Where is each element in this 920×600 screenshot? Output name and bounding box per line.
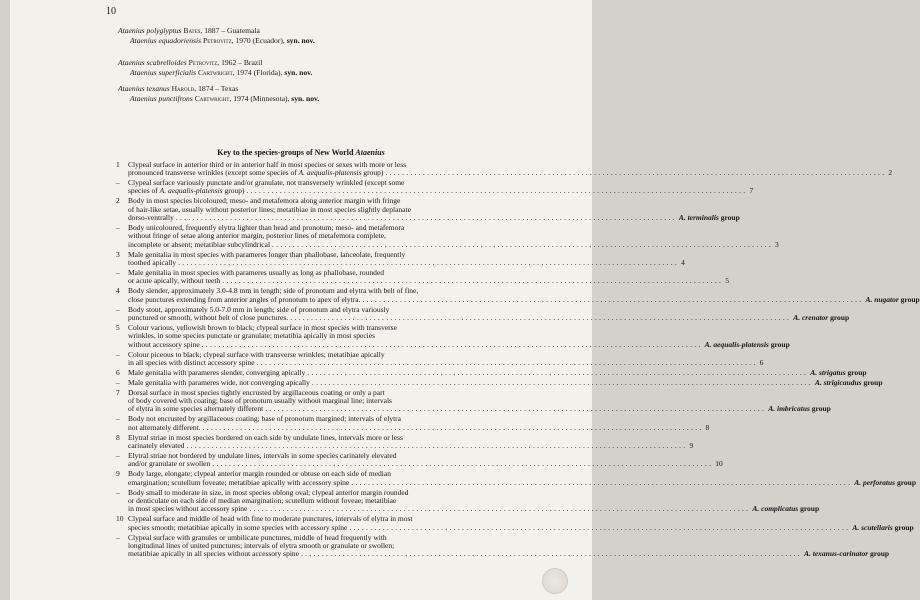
couplet-line: Body small to moderate in size, in most species oblong oval; clypeal anterior margin rounded (128, 487, 409, 497)
key-couplet (116, 377, 883, 387)
couplet-line: Male genitalia in most species with parameres usually as long as phallobase, rounded (128, 267, 384, 277)
leader-dots: ........................................................................................................................ (186, 441, 688, 451)
leader-dots: ........................................................................................................................ (175, 212, 677, 222)
key-couplet (116, 267, 729, 286)
couplet-last-line (128, 239, 779, 249)
couplet-number: 4 (116, 286, 120, 296)
key-couplet (116, 249, 685, 268)
couplet-number: 6 (116, 367, 120, 377)
couplet-line: Male genitalia in most species with parameres longer than phallobase, lanceolate, frequently (128, 249, 406, 259)
leader-dots: ........................................................................................................................ (246, 186, 748, 196)
couplet-last-line (128, 167, 893, 177)
couplet-lead: A. nugator group (865, 294, 920, 304)
couplet-last-line (128, 404, 831, 414)
key-couplet (116, 367, 867, 377)
couplet-last-line (128, 522, 914, 532)
couplet-lead: 10 (715, 459, 723, 469)
synonym-entry (118, 84, 319, 104)
key-title (10, 148, 592, 157)
key-couplet (116, 222, 779, 249)
couplet-last-line (128, 377, 883, 387)
couplet-last-line (128, 549, 890, 559)
couplet-text: punctured or smooth, without belt of close punctures. (128, 312, 289, 322)
couplet-lead: A. imbricatus group (768, 404, 831, 414)
couplet-last-line (128, 312, 850, 322)
couplet-text: in most species without accessory spine (128, 504, 248, 514)
couplet-number: 5 (116, 322, 120, 332)
leader-dots: ........................................................................................................................ (265, 404, 767, 414)
couplet-line: Clypeal surface with granules or umbilicate punctures, middle of head frequently with (128, 532, 387, 542)
couplet-number: – (116, 377, 120, 387)
synonym-line: Ataenius punctifrons Cartwright, 1974 (Minnesota), syn. nov. (130, 93, 320, 103)
key-title-prefix: Key to the species-groups of New World (217, 148, 354, 157)
couplet-last-line (128, 504, 820, 514)
leader-dots: ........................................................................................................................ (385, 167, 887, 177)
key-couplet (116, 304, 850, 323)
couplet-last-line (128, 186, 754, 196)
couplet-text: or acute apically, without teeth (128, 276, 221, 286)
couplet-lead: A. complicatus group (752, 504, 820, 514)
leader-dots: ........................................................................................................................ (222, 276, 724, 286)
couplet-last-line (128, 477, 917, 487)
couplet-text: without accessory spine (128, 339, 200, 349)
couplet-last-line (128, 294, 920, 304)
couplet-text: not alternately different. (128, 422, 201, 432)
couplet-last-line (128, 459, 723, 469)
key-couplet (116, 349, 764, 368)
watermark-seal (542, 568, 568, 594)
couplet-line: without fringe of setae along anterior margin, posterior lines of metafemora complete, (128, 231, 386, 241)
synonym-entry (118, 58, 312, 78)
couplet-line: Colour various, yellowish brown to black; clypeal surface in most species with transverse (128, 322, 397, 332)
couplet-last-line (128, 422, 710, 432)
couplet-text: carinately elevated (128, 441, 185, 451)
valid-name-line: Ataenius scabrelloides Petrovitz, 1962 – Brazil (118, 58, 263, 67)
couplet-line: of body covered with coating; base of pronotum usually without marginal line; intervals (128, 396, 392, 406)
leader-dots: ........................................................................................................................ (311, 377, 813, 387)
couplet-text: emargination; scutellum foveate; metatibiae apically with accessory spine (128, 477, 350, 487)
leader-dots: ........................................................................................................................ (178, 257, 680, 267)
couplet-text: toothed apically (128, 257, 177, 267)
couplet-line: Body unicoloured, frequently elytra lighter than head and pronotum; meso- and metafemora (128, 222, 405, 232)
couplet-line: Body stout, approximately 5.0-7.0 mm in length; side of pronotum and elytra variously (128, 304, 390, 314)
couplet-lead: A. strigatus group (810, 367, 867, 377)
couplet-number: – (116, 451, 120, 460)
leader-dots: ........................................................................................................................ (201, 339, 703, 349)
couplet-last-line (128, 367, 867, 377)
couplet-lead: 2 (888, 167, 893, 177)
leader-dots: ........................................................................................................................ (256, 357, 758, 367)
leader-dots: ........................................................................................................................ (249, 504, 751, 514)
couplet-line: Body slender, approximately 3.0-4.8 mm in length; side of pronotum and elytra with belt of fine, (128, 286, 419, 296)
couplet-text: and/or granulate or swollen (128, 459, 211, 469)
key-couplet (116, 414, 710, 432)
couplet-line: Elytral striae not bordered by undulate lines, intervals in some species carinately elevated (128, 451, 397, 460)
key-couplet (116, 432, 694, 451)
couplet-text: pronounced transverse wrinkles (except some species of A. aequalis-platensis group) (128, 167, 384, 177)
couplet-number: – (116, 177, 120, 187)
couplet-line: longitudinal lines of united punctures; intervals of elytra smooth or granulate or swollen; (128, 541, 395, 551)
couplet-line: Clypeal surface variously punctate and/or granulate, not transversely wrinkled (except some (128, 177, 405, 187)
leader-dots: ........................................................................................................................ (202, 422, 704, 432)
couplet-line: Body in most species bicoloured; meso- and metafemora along anterior margin with fringe (128, 196, 401, 206)
couplet-number: – (116, 487, 120, 497)
couplet-line: Body large, elongate; clypeal anterior margin rounded or obtuse on each side of median (128, 469, 391, 479)
couplet-number: 2 (116, 196, 120, 206)
couplet-text: of elytra in some species alternately different (128, 404, 264, 414)
leader-dots: ........................................................................................................................ (307, 367, 809, 377)
leader-dots: ........................................................................................................................ (362, 294, 864, 304)
couplet-line: wrinkles, in some species punctate or granulate; metatibia apically in most species (128, 331, 376, 341)
couplet-line: Clypeal surface in anterior third or in anterior half in most species or sexes with more or less (128, 159, 407, 169)
key-couplet (116, 177, 754, 196)
leader-dots: ........................................................................................................................ (272, 239, 774, 249)
couplet-number: – (116, 267, 120, 277)
couplet-lead: 3 (775, 239, 779, 249)
couplet-number: – (116, 414, 120, 424)
couplet-text: incomplete or absent; metatibiae subcylindrical (128, 239, 271, 249)
couplet-number: 3 (116, 249, 120, 259)
couplet-line: Body not encrusted by argillaceous coating; base of pronotum margined; intervals of elytra (128, 414, 401, 424)
couplet-lead: A. perforatus group (854, 477, 917, 487)
couplet-line: of hair-like setae, usually without posterior lines; metatibiae in most species slightly deplanate (128, 204, 411, 214)
couplet-lead: 9 (689, 441, 694, 451)
synonym-entry (118, 26, 315, 46)
couplet-last-line (128, 357, 764, 367)
couplet-number: 8 (116, 432, 120, 442)
couplet-number: – (116, 349, 120, 359)
key-couplet (116, 514, 914, 532)
couplet-lead: A. terminalis group (678, 212, 740, 222)
key-title-genus: Ataenius (355, 148, 385, 157)
document-page (10, 0, 920, 600)
leader-dots: ........................................................................................................................ (351, 477, 853, 487)
couplet-last-line (128, 339, 790, 349)
couplet-lead: 8 (705, 422, 710, 432)
identification-key (116, 159, 920, 559)
couplet-lead: 7 (749, 186, 754, 196)
couplet-line: Colour piceous to black; clypeal surface with transverse wrinkles; metatibiae apically (128, 349, 385, 359)
synonym-line: Ataenius superficialis Cartwright, 1974 (Florida), syn. nov. (130, 67, 313, 77)
key-couplet (116, 196, 740, 222)
couplet-number: – (116, 304, 120, 314)
couplet-last-line (128, 257, 685, 267)
leader-dots: ........................................................................................................................ (212, 459, 714, 469)
couplet-line: Dorsal surface in most species tightly encrusted by argillaceous coating or only a part (128, 387, 385, 397)
couplet-number: 10 (116, 514, 124, 524)
key-couplet (116, 532, 890, 559)
couplet-text: dorso-ventrally (128, 212, 174, 222)
couplet-number: 1 (116, 159, 120, 169)
leader-dots: ........................................................................................................................ (290, 312, 792, 322)
couplet-text: species smooth; metatibiae apically in some species with accessory spine (128, 522, 348, 532)
couplet-lead: A. scutellaris group (852, 522, 914, 532)
page-number: 10 (106, 6, 116, 17)
couplet-last-line (128, 276, 729, 286)
couplet-lead: A. aequalis-platensis group (704, 339, 790, 349)
couplet-lead: 4 (681, 257, 685, 267)
couplet-text: metatibiae apically in all species without accessory spine (128, 549, 299, 559)
leader-dots: ........................................................................................................................ (349, 522, 851, 532)
couplet-line: or denticulate on each side of median emargination; scutellum without foveae; metatibiae (128, 496, 397, 506)
couplet-lead: A. texanus-carinator group (803, 549, 890, 559)
couplet-line: Clypeal surface and middle of head with fine to moderate punctures, intervals of elytra in most (128, 514, 413, 524)
couplet-lead: 5 (725, 276, 729, 286)
couplet-text: close punctures extending from anterior angles of pronotum to apex of elytra. (128, 294, 361, 304)
couplet-line: Elytral striae in most species bordered on each side by undulate lines, intervals more or less (128, 432, 403, 442)
key-couplet (116, 286, 920, 304)
couplet-last-line (128, 441, 694, 451)
key-couplet (116, 387, 831, 414)
synonym-line: Ataenius equadoriensis Petrovitz, 1970 (Ecuador), syn. nov. (130, 35, 315, 45)
couplet-number: 9 (116, 469, 120, 479)
couplet-number: 7 (116, 387, 120, 397)
key-couplet (116, 469, 917, 487)
couplet-number: – (116, 532, 120, 542)
couplet-text: Male genitalia with parameres wide, not converging apically (128, 377, 310, 387)
couplet-text: Male genitalia with parameres slender, converging apically (128, 367, 306, 377)
key-couplet (116, 159, 893, 178)
couplet-lead: 6 (759, 357, 764, 367)
key-couplet (116, 322, 790, 349)
couplet-lead: A. strigicaudus group (814, 377, 883, 387)
valid-name-line: Ataenius texanus Harold, 1874 – Texas (118, 84, 239, 93)
couplet-last-line (128, 212, 740, 222)
couplet-number: – (116, 222, 120, 232)
leader-dots: ........................................................................................................................ (300, 549, 802, 559)
key-couplet (116, 487, 820, 514)
couplet-text: species of A. aequalis-platensis group) (128, 186, 245, 196)
couplet-lead: A. crenator group (793, 312, 850, 322)
valid-name-line: Ataenius polyglyptus Bates, 1887 – Guatemala (118, 26, 260, 35)
couplet-text: in all species with distinct accessory spine (128, 357, 255, 367)
key-couplet (116, 451, 723, 469)
